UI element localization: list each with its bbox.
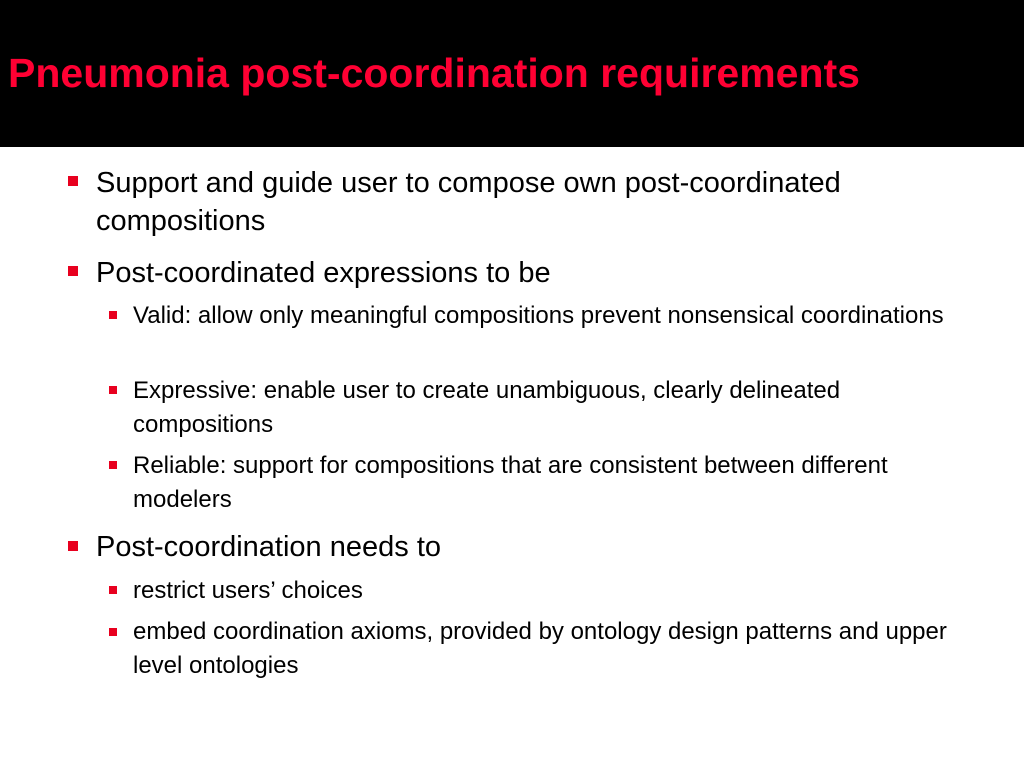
- sub-bullet-marker: [109, 311, 117, 319]
- bullet-marker: [68, 541, 78, 551]
- bullet-item: Post-coordination needs to: [96, 531, 441, 563]
- sub-bullet-marker: [109, 461, 117, 469]
- bullet-marker: [68, 176, 78, 186]
- sub-bullet-item: embed coordination axioms, provided by ontology design patterns and upper level ontologies: [133, 618, 947, 679]
- sub-bullet-marker: [109, 628, 117, 636]
- sub-bullet-marker: [109, 386, 117, 394]
- slide-title: Pneumonia post-coordination requirements: [8, 50, 860, 96]
- sub-bullet-item: restrict users’ choices: [133, 577, 363, 604]
- sub-bullet-item: Valid: allow only meaningful compositions prevent nonsensical coordinations: [133, 302, 944, 329]
- bullet-marker: [68, 266, 78, 276]
- sub-bullet-item: Expressive: enable user to create unambiguous, clearly delineated compositions: [133, 377, 841, 438]
- bullet-item: Post-coordinated expressions to be: [96, 257, 551, 289]
- sub-bullet-marker: [109, 586, 117, 594]
- bullet-item: Support and guide user to compose own post-coordinated compositions: [96, 167, 841, 237]
- sub-bullet-item: Reliable: support for compositions that are consistent between different modelers: [133, 452, 888, 513]
